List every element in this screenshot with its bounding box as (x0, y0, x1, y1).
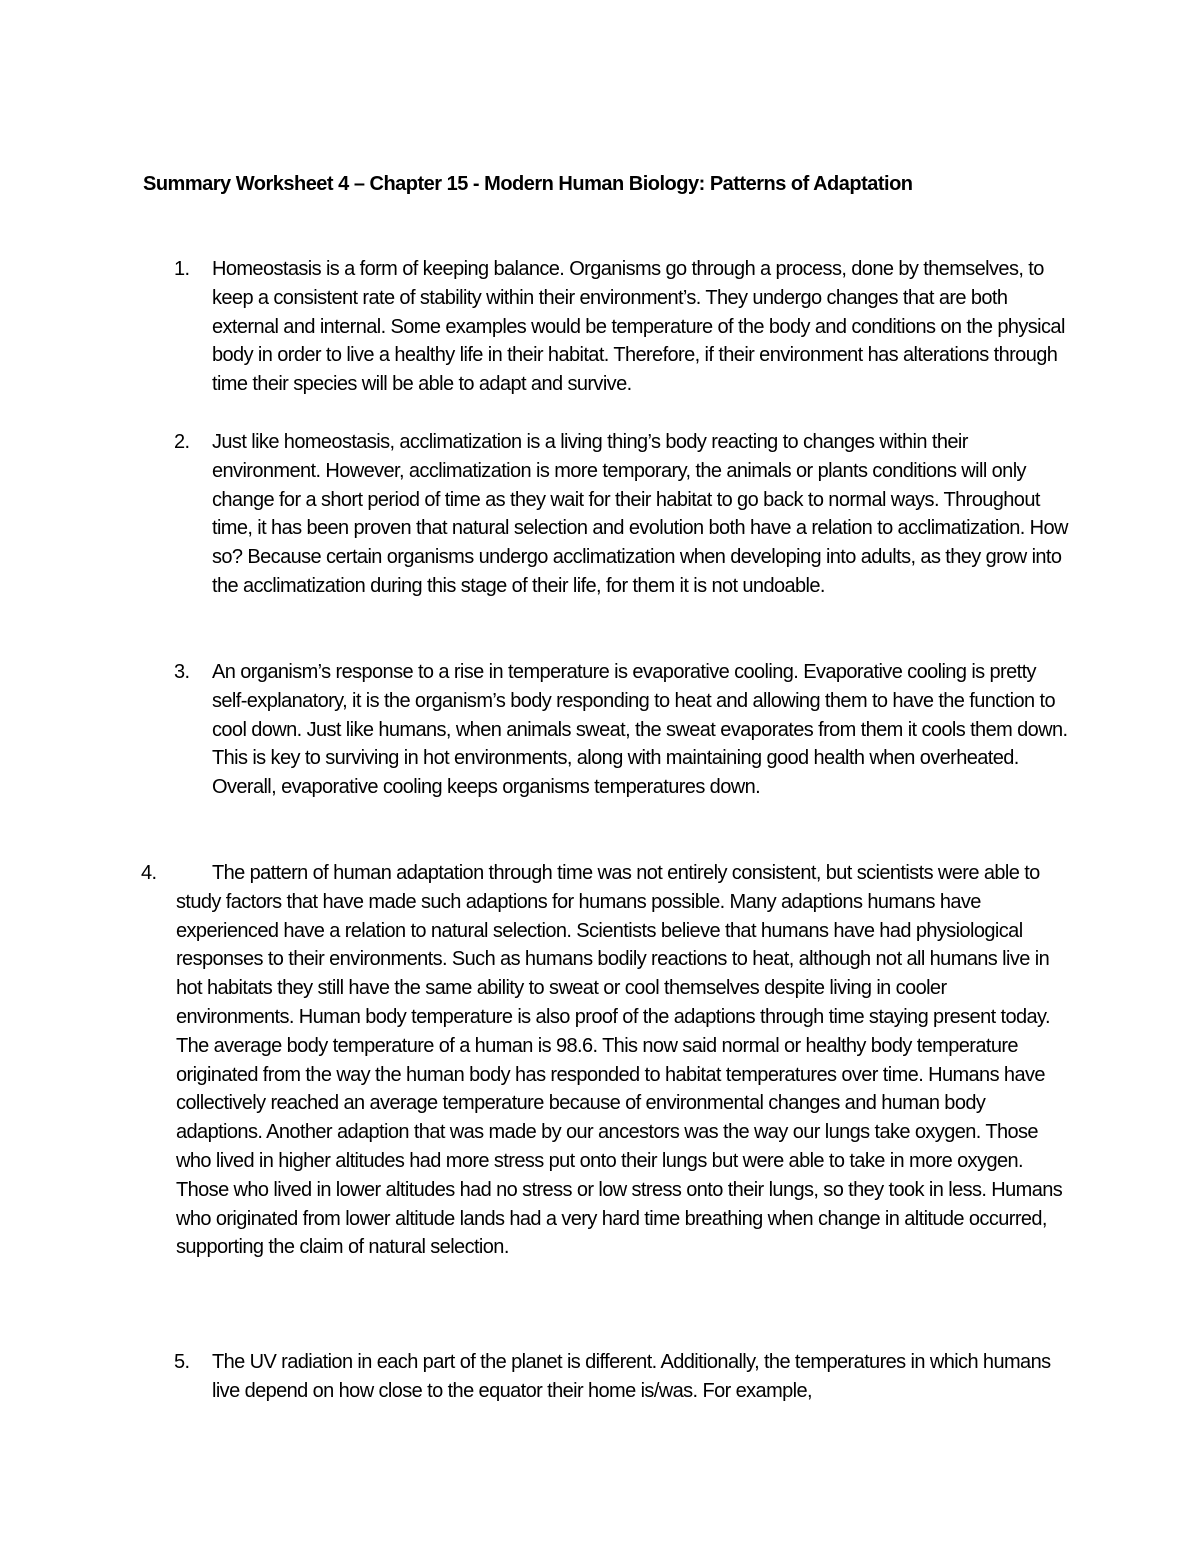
list-item-number: 1. (174, 258, 190, 280)
list-item-number: 3. (174, 661, 190, 683)
list-item-2 (174, 428, 1072, 601)
list-item-text: Just like homeostasis, acclimatization is a living thing’s body reacting to changes within their environment. However, acclimatization is more temporary, the animals or plants conditions will only change for a short period of time as they wait for their habitat to go back to normal ways. Throughout time, it has been proven that natural selection and evolution both have a relation to acclimatization. How so? Because certain organisms undergo acclimatization when developing into adults, as they grow into the acclimatization during this stage of their life, for them it is not undoable. (212, 431, 1068, 597)
list-item-text: An organism’s response to a rise in temperature is evaporative cooling. Evaporative cooling is pretty self-explanatory, it is the organism’s body responding to heat and allowing them to have the function to cool down. Just like humans, when animals sweat, the sweat evaporates from them it cools them down. This is key to surviving in hot environments, along with maintaining good health when overheated. Overall, evaporative cooling keeps organisms temperatures down. (212, 661, 1068, 799)
list-item-1 (174, 255, 1072, 399)
list-item-number: 2. (174, 431, 190, 453)
list-item-text: The pattern of human adaptation through time was not entirely consistent, but scientists were able to study factors that have made such adaptions for humans possible. Many adaptions humans have experienced have a relation to natural selection. Scientists believe that humans have had physiological responses to their environments. Such as humans bodily reactions to heat, although not all humans live in hot habitats they still have the same ability to sweat or cool themselves despite living in cooler environments. Human body temperature is also proof of the adaptions through time staying present today. The average body temperature of a human is 98.6. This now said normal or healthy body temperature originated from the way the human body has responded to habitat temperatures over time. Humans have collectively reached an average temperature because of environmental changes and human body adaptions. Another adaption that was made by our ancestors was the way our lungs take oxygen. Those who lived in higher altitudes had more stress put onto their lungs but were able to take in more oxygen. Those who lived in lower altitudes had no stress or low stress onto their lungs, so they took in less. Humans who originated from lower altitude lands had a very hard time breathing when change in altitude occurred, supporting the claim of natural selection. (176, 862, 1063, 1259)
list-item-number: 4. (141, 862, 157, 884)
list-item-text: The UV radiation in each part of the planet is different. Additionally, the temperatures in which humans live depend on how close to the equator their home is/was. For example, (212, 1351, 1051, 1402)
list-item-4 (141, 859, 1066, 1262)
list-item-number: 5. (174, 1351, 190, 1373)
document-title: Summary Worksheet 4 – Chapter 15 - Modern Human Biology: Patterns of Adaptation (143, 173, 913, 195)
list-item-3 (174, 658, 1072, 802)
list-item-5 (174, 1348, 1072, 1406)
list-item-text: Homeostasis is a form of keeping balance. Organisms go through a process, done by themselves, to keep a consistent rate of stability within their environment’s. They undergo changes that are both external and internal. Some examples would be temperature of the body and conditions on the physical body in order to live a healthy life in their habitat. Therefore, if their environment has alterations through time their species will be able to adapt and survive. (212, 258, 1065, 396)
